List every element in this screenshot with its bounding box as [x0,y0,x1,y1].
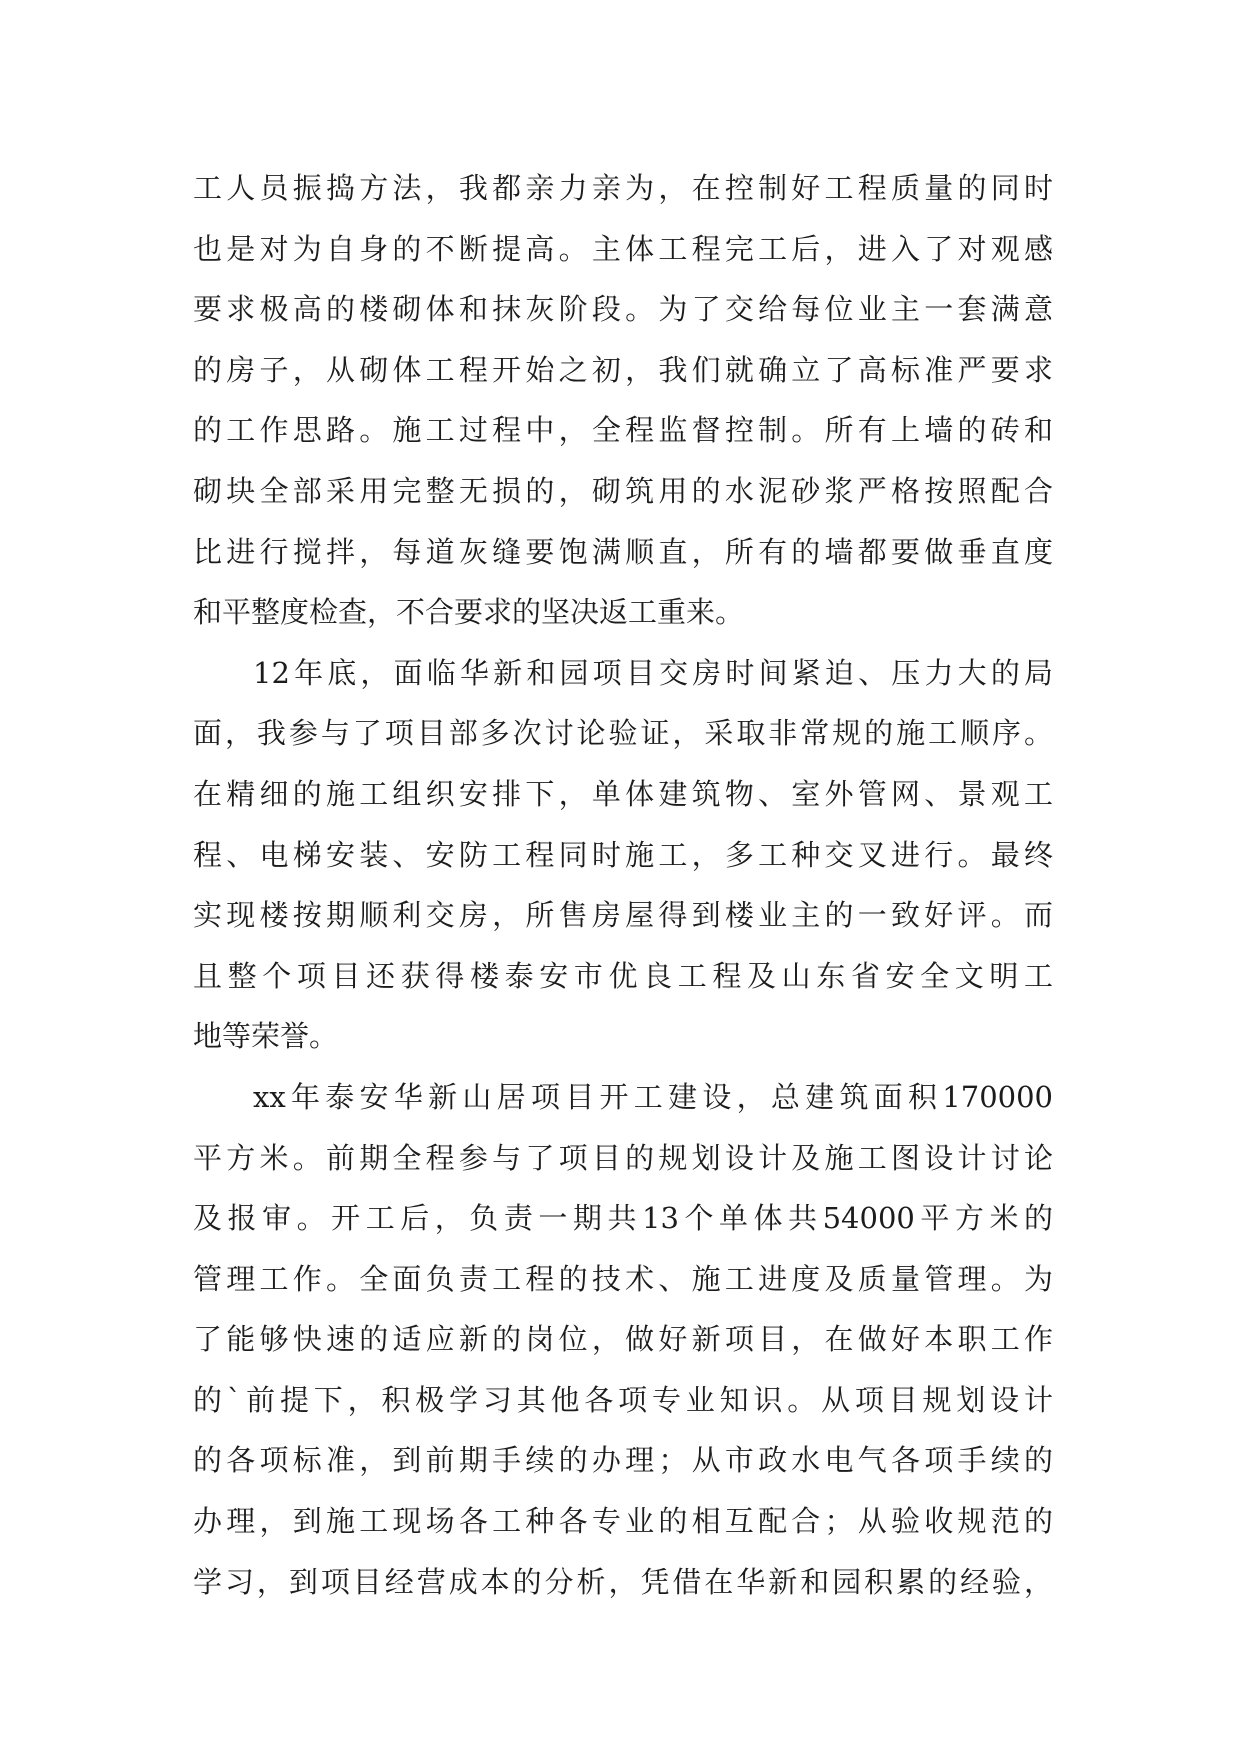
text-line: 程、电梯安装、安防工程同时施工，多工种交叉进行。最终 [193,837,1053,872]
document-body [193,158,1053,1612]
text-line: 实现楼按期顺利交房，所售房屋得到楼业主的一致好评。而 [193,898,1053,933]
text-line: 要求极高的楼砌体和抹灰阶段。为了交给每位业主一套满意 [193,292,1053,327]
text-line: 面，我参与了项目部多次讨论验证，采取非常规的施工顺序。 [193,716,1053,751]
text-line: 比进行搅拌，每道灰缝要饱满顺直，所有的墙都要做垂直度 [193,534,1053,569]
text-line: 也是对为自身的不断提高。主体工程完工后，进入了对观感 [193,231,1053,266]
paragraph [193,643,1053,1067]
text-line: 及报审。开工后，负责一期共13个单体共54000平方米的 [193,1201,1053,1236]
text-line: 了能够快速的适应新的岗位，做好新项目，在做好本职工作 [193,1322,1053,1357]
text-line: 管理工作。全面负责工程的技术、施工进度及质量管理。为 [193,1261,1053,1296]
text-line: 的`前提下，积极学习其他各项专业知识。从项目规划设计 [193,1382,1053,1417]
text-line: 平方米。前期全程参与了项目的规划设计及施工图设计讨论 [193,1140,1053,1175]
text-line: 且整个项目还获得楼泰安市优良工程及山东省安全文明工 [193,958,1053,993]
text-line: 砌块全部采用完整无损的，砌筑用的水泥砂浆严格按照配合 [193,473,1053,508]
text-line: 在精细的施工组织安排下，单体建筑物、室外管网、景观工 [193,776,1053,811]
paragraph [193,1067,1053,1612]
text-line: 的工作思路。施工过程中，全程监督控制。所有上墙的砖和 [193,413,1053,448]
text-line: 的房子，从砌体工程开始之初，我们就确立了高标准严要求 [193,352,1053,387]
text-line: 和平整度检查，不合要求的坚决返工重来。 [193,595,745,630]
text-line: 办理，到施工现场各工种各专业的相互配合；从验收规范的 [193,1504,1053,1539]
text-line: 地等荣誉。 [193,1019,339,1054]
paragraph [193,158,1053,643]
text-line: 学习，到项目经营成本的分析，凭借在华新和园积累的经验， [193,1564,1053,1599]
text-line: 12年底，面临华新和园项目交房时间紧迫、压力大的局 [253,655,1053,690]
text-line: 的各项标准，到前期手续的办理；从市政水电气各项手续的 [193,1443,1053,1478]
text-line: xx年泰安华新山居项目开工建设，总建筑面积170000 [253,1079,1053,1114]
text-line: 工人员振捣方法，我都亲力亲为，在控制好工程质量的同时 [193,171,1053,205]
